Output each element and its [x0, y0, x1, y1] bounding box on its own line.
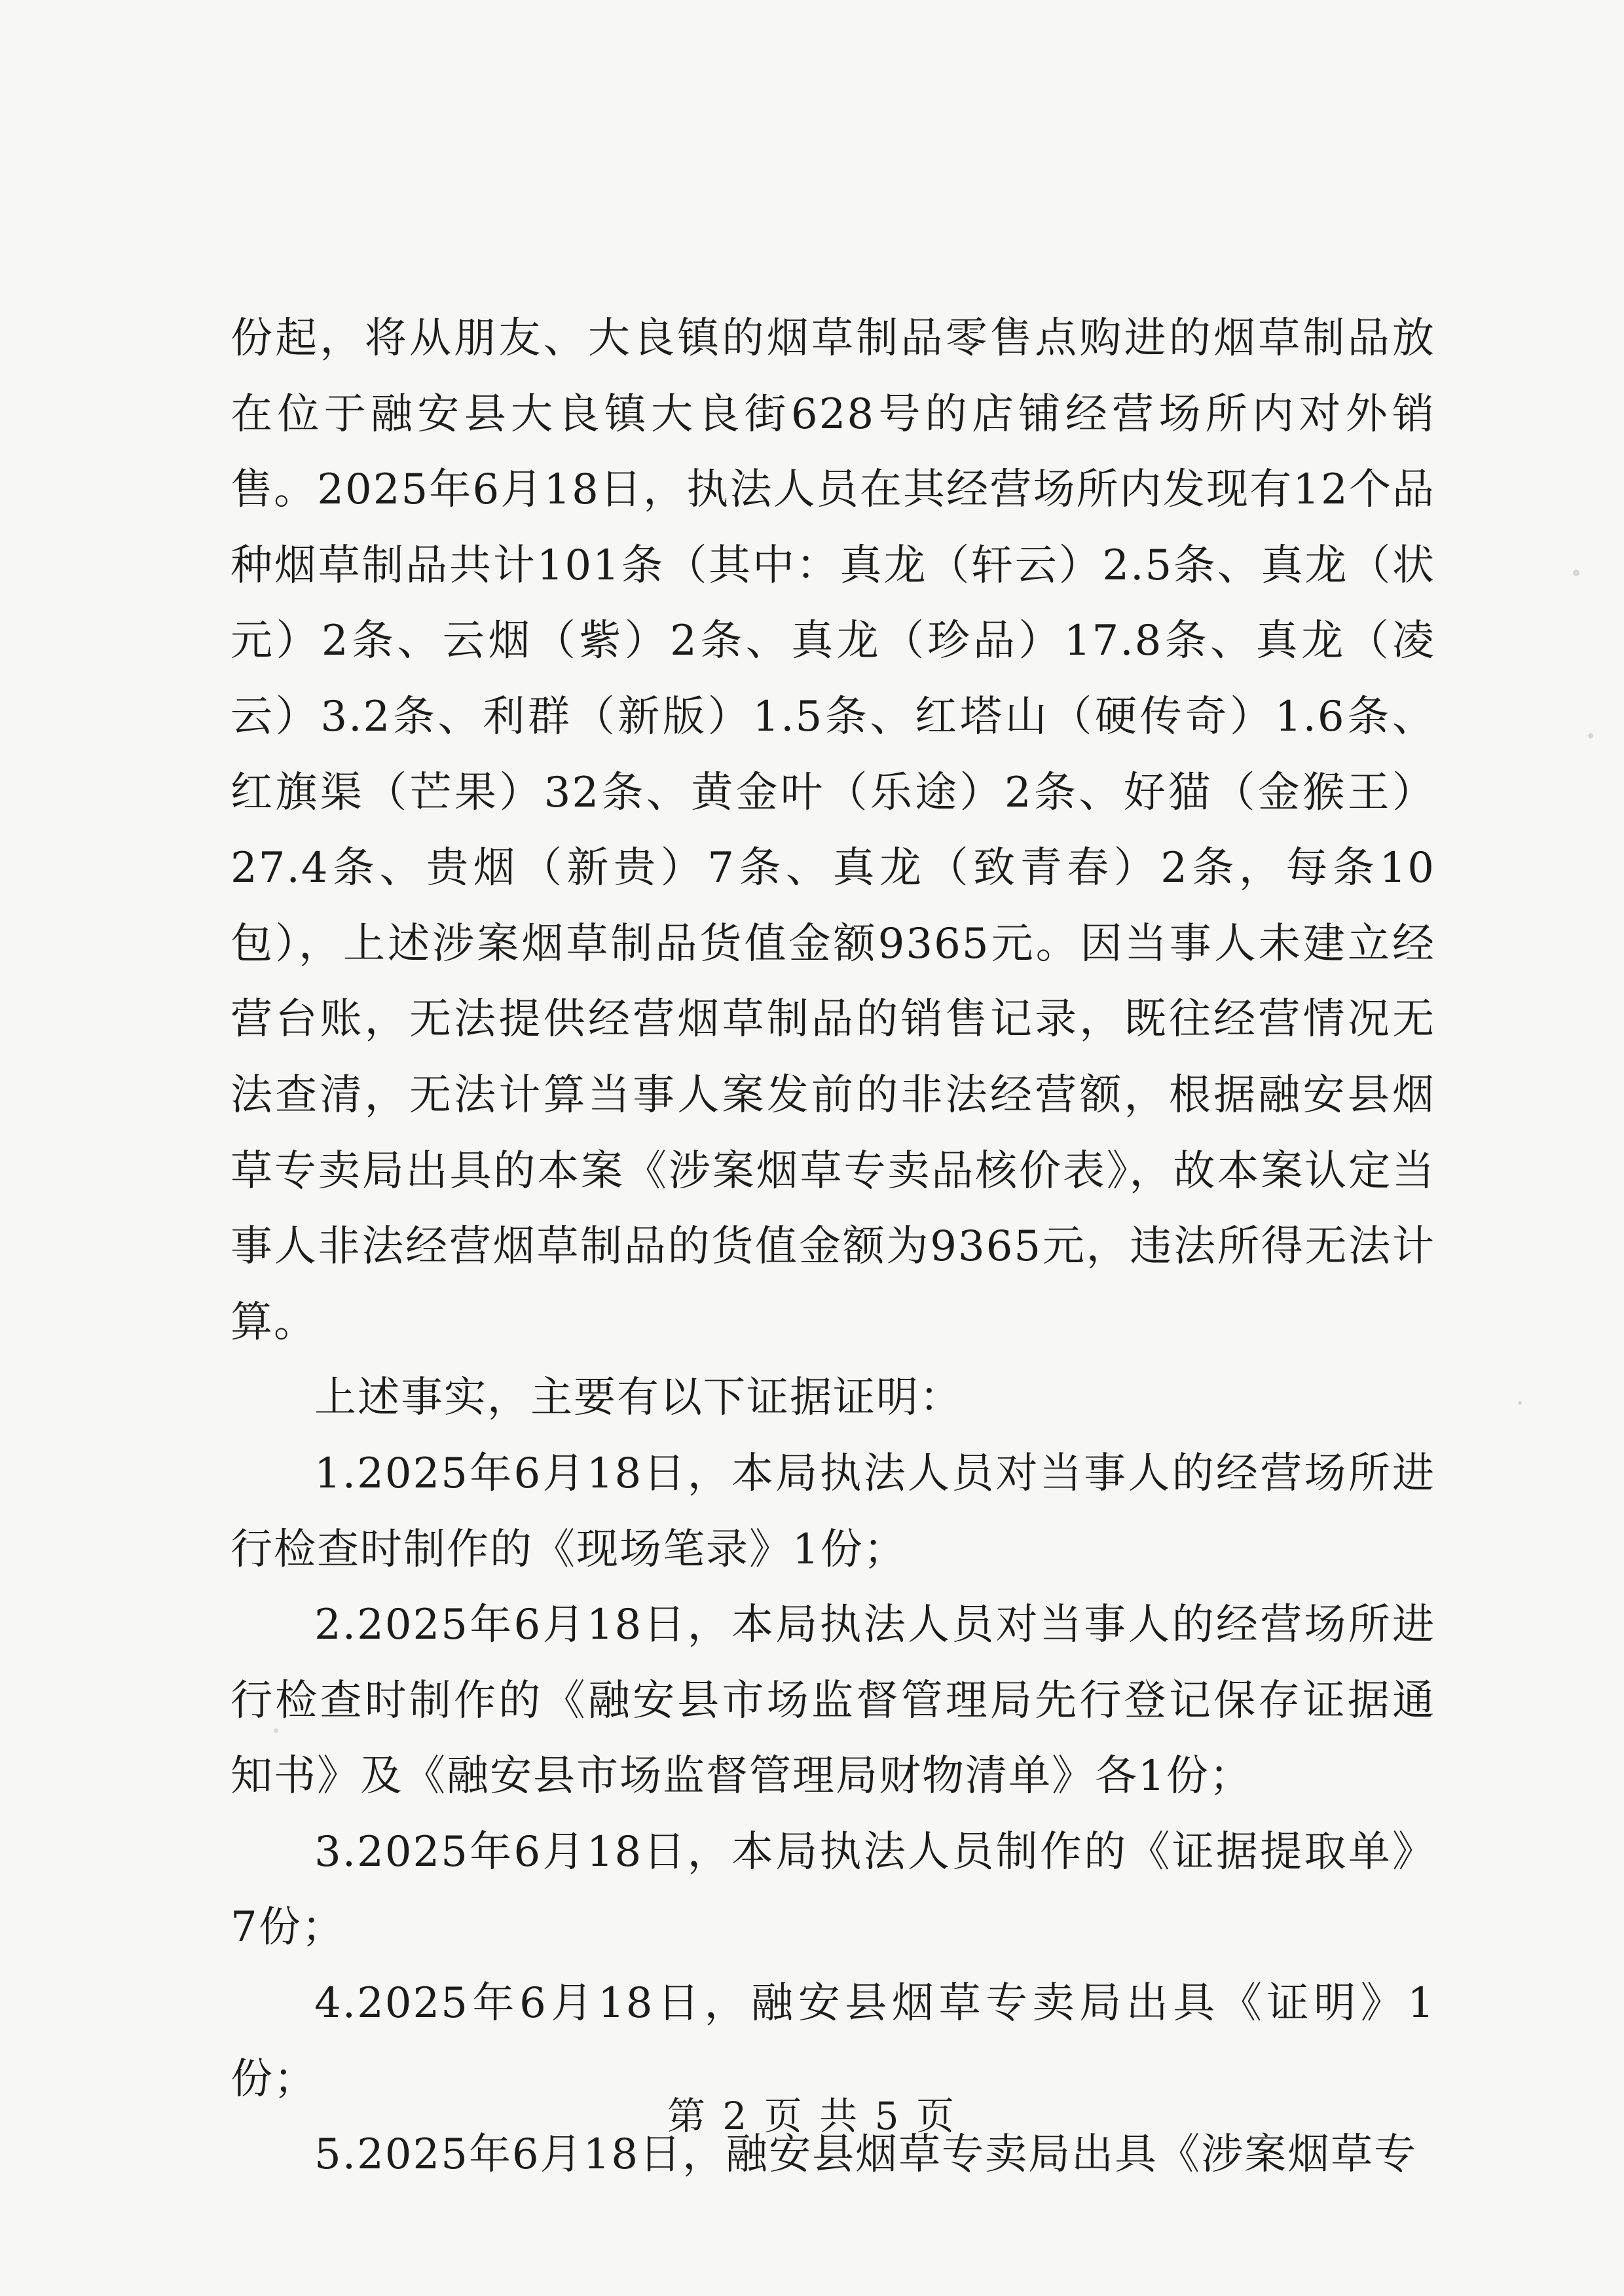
- paragraph-evidence-intro: 上述事实，主要有以下证据证明：: [314, 1374, 963, 1423]
- scan-speck: [1573, 570, 1579, 576]
- scan-speck: [274, 1728, 278, 1733]
- scan-speck: [1588, 733, 1593, 738]
- evidence-item-3: 3.2025年6月18日，本局执法人员制作的《证据提取单》7份；: [231, 1827, 1435, 1952]
- paragraph-facts: 份起，将从朋友、大良镇的烟草制品零售点购进的烟草制品放在位于融安县大良镇大良街628号的店铺经营场所内对外销售。2025年6月18日，执法人员在其经营场所内发现有12个品种烟草制品共计101条（其中：真龙（轩云）2.5条、真龙（状元）2条、云烟（紫）2条、真龙（珍品）17.8条、真龙（凌云）3.2条、利群（新版）1.5条、红塔山（硬传奇）1.6条、红旗渠（芒果）32条、黄金叶（乐途）2条、好猫（金猴王）27.4条、贵烟（新贵）7条、真龙（致青春）2条，每条10包），上述涉案烟草制品货值金额9365元。因当事人未建立经营台账，无法提供经营烟草制品的销售记录，既往经营情况无法查清，无法计算当事人案发前的非法经营额，根据融安县烟草专卖局出具的本案《涉案烟草专卖品核价表》，故本案认定当事人非法经营烟草制品的货值金额为9365元，违法所得无法计算。: [231, 314, 1435, 1347]
- scan-speck: [1518, 1401, 1522, 1405]
- evidence-item-2: 2.2025年6月18日，本局执法人员对当事人的经营场所进行检查时制作的《融安县市场监督管理局先行登记保存证据通知书》及《融安县市场监督管理局财物清单》各1份；: [231, 1601, 1435, 1801]
- evidence-item-4: 4.2025年6月18日，融安县烟草专卖局出具《证明》1份；: [231, 1979, 1435, 2104]
- page-number-footer: 第 2 页 共 5 页: [667, 2094, 957, 2138]
- evidence-item-1: 1.2025年6月18日，本局执法人员对当事人的经营场所进行检查时制作的《现场笔录》1份；: [231, 1449, 1435, 1574]
- evidence-item-5: 5.2025年6月18日，融安县烟草专卖局出具《涉案烟草专: [314, 2130, 1418, 2179]
- document-body: [231, 301, 1435, 2193]
